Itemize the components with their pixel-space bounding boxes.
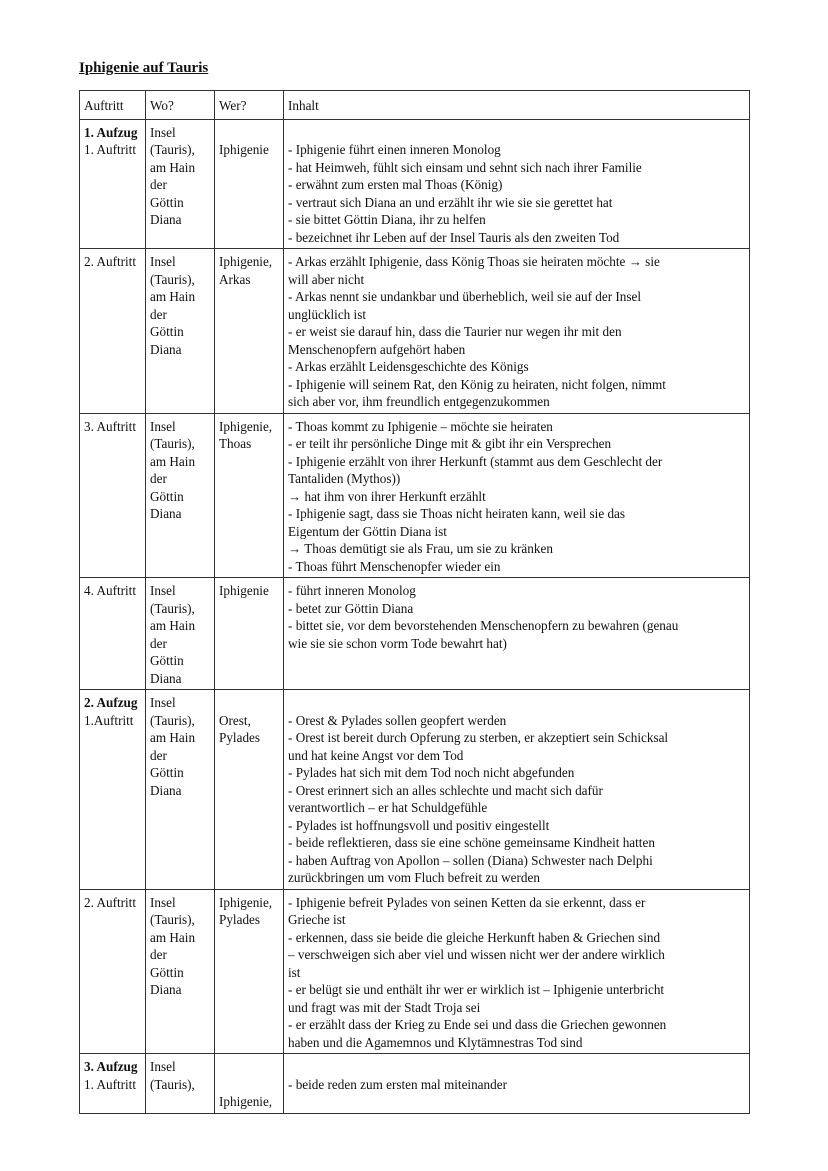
cell-wer xyxy=(215,690,284,890)
inhalt-line: - haben Auftrag von Apollon – sollen (Diana) Schwester nach Delphi xyxy=(288,852,653,868)
inhalt-line: - Iphigenie führt einen inneren Monolog xyxy=(288,142,501,157)
inhalt-line: → Thoas demütigt sie als Frau, um sie zu kränken xyxy=(288,541,553,556)
inhalt-line: - er erzählt dass der Krieg zu Ende sei und dass die Griechen gewonnen xyxy=(288,1017,667,1032)
inhalt-line: unglücklich ist xyxy=(288,306,367,322)
cell-inhalt xyxy=(284,1054,750,1114)
table-row xyxy=(80,889,750,1054)
auftritt-label: 3. Auftritt xyxy=(84,418,137,434)
wo-line: Diana xyxy=(150,341,182,357)
table-row xyxy=(80,578,750,690)
inhalt-line: - Arkas nennt sie undankbar und überheblich, weil sie auf der Insel xyxy=(288,289,642,304)
cell-wer xyxy=(215,119,284,249)
cell-inhalt xyxy=(284,889,750,1054)
inhalt-line: - beide reflektieren, dass sie eine schöne gemeinsame Kindheit hatten xyxy=(288,835,655,850)
table-row xyxy=(80,413,750,578)
auftritt-label: 4. Auftritt xyxy=(84,583,137,598)
cell-auftritt xyxy=(80,249,146,414)
auftritt-label: 2. Auftritt xyxy=(84,894,137,910)
cell-auftritt xyxy=(80,1054,146,1114)
wo-line: Göttin xyxy=(150,488,184,504)
inhalt-line: - erwähnt zum ersten mal Thoas (König) xyxy=(288,177,503,192)
inhalt-line: - Orest ist bereit durch Opferung zu sterben, er akzeptiert sein Schicksal xyxy=(288,730,669,745)
wo-line: Diana xyxy=(150,212,182,227)
scene-table xyxy=(79,90,750,1114)
wo-line: der xyxy=(150,306,167,322)
inhalt-line: - Orest erinnert sich an alles schlechte und macht sich dafür xyxy=(288,782,603,798)
cell-wer xyxy=(215,413,284,578)
inhalt-line: - bezeichnet ihr Leben auf der Insel Tauris als den zweiten Tod xyxy=(288,229,620,245)
wo-line: Diana xyxy=(150,782,182,798)
inhalt-line: - Iphigenie erzählt von ihrer Herkunft (stammt aus dem Geschlecht der xyxy=(288,453,663,469)
wer-line: Thoas xyxy=(219,436,252,451)
inhalt-line: - er belügt sie und enthält ihr wer er wirklich ist – Iphigenie unterbricht xyxy=(288,982,665,997)
inhalt-line: - Iphigenie sagt, dass sie Thoas nicht heiraten kann, weil sie das xyxy=(288,506,626,521)
wo-line: Insel xyxy=(150,1059,176,1074)
cell-inhalt xyxy=(284,249,750,414)
inhalt-line: sich aber vor, ihm freundlich entgegenzukommen xyxy=(288,394,550,409)
cell-wer xyxy=(215,249,284,414)
cell-auftritt xyxy=(80,578,146,690)
wo-line: am Hain xyxy=(150,289,196,304)
inhalt-line: - betet zur Göttin Diana xyxy=(288,600,414,616)
wo-line: Diana xyxy=(150,506,182,521)
cell-wo xyxy=(146,889,215,1054)
inhalt-line: - sie bittet Göttin Diana, ihr zu helfen xyxy=(288,212,486,227)
wer-line: Pylades xyxy=(219,912,261,927)
inhalt-line: – verschweigen sich aber viel und wissen nicht wer der andere wirklich xyxy=(288,947,665,962)
header-inhalt: Inhalt xyxy=(284,91,750,120)
wo-line: (Tauris), xyxy=(150,1076,195,1092)
inhalt-line: - beide reden zum ersten mal miteinander xyxy=(288,1076,507,1092)
inhalt-line: - Arkas erzählt Leidensgeschichte des Königs xyxy=(288,359,529,374)
cell-inhalt xyxy=(284,119,750,249)
wer-line: Iphigenie xyxy=(219,583,269,598)
table-row xyxy=(80,1054,750,1114)
cell-auftritt xyxy=(80,413,146,578)
inhalt-line: Eigentum der Göttin Diana ist xyxy=(288,523,447,539)
wo-line: (Tauris), xyxy=(150,600,195,616)
wo-line: (Tauris), xyxy=(150,142,195,157)
wer-line: Iphigenie xyxy=(219,142,269,157)
wer-line: Iphigenie, xyxy=(219,894,273,910)
inhalt-line: Grieche ist xyxy=(288,912,346,927)
wo-line: am Hain xyxy=(150,929,196,945)
inhalt-line: ist xyxy=(288,964,301,980)
inhalt-line: - Pylades hat sich mit dem Tod noch nicht abgefunden xyxy=(288,765,575,780)
cell-wer xyxy=(215,889,284,1054)
wo-line: Insel xyxy=(150,124,176,140)
wo-line: Insel xyxy=(150,583,176,598)
wo-line: Diana xyxy=(150,982,182,997)
inhalt-line: - führt inneren Monolog xyxy=(288,583,416,598)
inhalt-line: - bittet sie, vor dem bevorstehenden Menschenopfern zu bewahren (genau xyxy=(288,618,679,633)
wo-line: Insel xyxy=(150,695,176,710)
cell-wo xyxy=(146,578,215,690)
cell-wo xyxy=(146,119,215,249)
wer-line: Pylades xyxy=(219,730,261,745)
inhalt-line: - Iphigenie will seinem Rat, den König zu heiraten, nicht folgen, nimmt xyxy=(288,376,666,392)
cell-wo xyxy=(146,690,215,890)
auftritt-label: 1. Auftritt xyxy=(84,1076,137,1092)
cell-auftritt xyxy=(80,889,146,1054)
cell-auftritt xyxy=(80,119,146,249)
inhalt-line: - Arkas erzählt Iphigenie, dass König Thoas sie heiraten möchte → sie xyxy=(288,254,660,269)
cell-wer xyxy=(215,1054,284,1114)
inhalt-line: will aber nicht xyxy=(288,271,365,287)
table-row xyxy=(80,249,750,414)
wer-line: Iphigenie, xyxy=(219,254,273,269)
wo-line: der xyxy=(150,747,167,763)
wo-line: Göttin xyxy=(150,324,184,339)
wo-line: am Hain xyxy=(150,618,196,633)
wo-line: Insel xyxy=(150,418,176,434)
cell-wo xyxy=(146,249,215,414)
auftritt-label: 1.Auftritt xyxy=(84,712,134,728)
inhalt-line: und fragt was mit der Stadt Troja sei xyxy=(288,999,481,1015)
auftritt-label: 2. Auftritt xyxy=(84,254,137,269)
cell-wo xyxy=(146,413,215,578)
inhalt-line: - er teilt ihr persönliche Dinge mit & gibt ihr ein Versprechen xyxy=(288,436,612,451)
document-title: Iphigenie auf Tauris xyxy=(79,60,209,76)
inhalt-line: - Thoas führt Menschenopfer wieder ein xyxy=(288,558,501,574)
inhalt-line: - erkennen, dass sie beide die gleiche Herkunft haben & Griechen sind xyxy=(288,929,661,945)
aufzug-label: 3. Aufzug xyxy=(84,1059,138,1074)
inhalt-line: Tantaliden (Mythos)) xyxy=(288,471,401,486)
inhalt-line: und hat keine Angst vor dem Tod xyxy=(288,747,464,763)
wo-line: der xyxy=(150,947,167,962)
wo-line: am Hain xyxy=(150,730,196,745)
auftritt-label: 1. Auftritt xyxy=(84,142,137,157)
header-auftritt: Auftritt xyxy=(80,91,146,120)
inhalt-line: - Iphigenie befreit Pylades von seinen Ketten da sie erkennt, dass er xyxy=(288,894,646,910)
wo-line: Insel xyxy=(150,894,176,910)
wer-line: Orest, xyxy=(219,712,251,728)
cell-inhalt xyxy=(284,690,750,890)
wo-line: der xyxy=(150,471,167,486)
inhalt-line: - vertraut sich Diana an und erzählt ihr wie sie sie gerettet hat xyxy=(288,194,613,210)
cell-wer xyxy=(215,578,284,690)
cell-inhalt xyxy=(284,413,750,578)
wer-line: Iphigenie, xyxy=(219,1094,273,1109)
table-row xyxy=(80,690,750,890)
aufzug-label: 1. Aufzug xyxy=(84,124,138,140)
table-row xyxy=(80,119,750,249)
header-wo: Wo? xyxy=(146,91,215,120)
table-header-row xyxy=(80,91,750,120)
inhalt-line: - er weist sie darauf hin, dass die Taurier nur wegen ihr mit den xyxy=(288,324,622,339)
wer-line: Arkas xyxy=(219,271,251,287)
inhalt-line: verantwortlich – er hat Schuldgefühle xyxy=(288,800,488,815)
wo-line: Göttin xyxy=(150,653,184,668)
inhalt-line: - hat Heimweh, fühlt sich einsam und sehnt sich nach ihrer Familie xyxy=(288,159,642,175)
wo-line: Insel xyxy=(150,254,176,269)
wo-line: (Tauris), xyxy=(150,271,195,287)
cell-auftritt xyxy=(80,690,146,890)
inhalt-line: wie sie sie schon vorm Tode bewahrt hat) xyxy=(288,635,507,651)
wo-line: der xyxy=(150,635,167,651)
inhalt-line: zurückbringen um vom Fluch befreit zu werden xyxy=(288,870,540,885)
cell-wo xyxy=(146,1054,215,1114)
inhalt-line: - Thoas kommt zu Iphigenie – möchte sie heiraten xyxy=(288,418,553,434)
header-wer: Wer? xyxy=(215,91,284,120)
wer-line: Iphigenie, xyxy=(219,418,273,434)
wo-line: am Hain xyxy=(150,159,196,175)
wo-line: Göttin xyxy=(150,194,184,210)
wo-line: Göttin xyxy=(150,964,184,980)
aufzug-label: 2. Aufzug xyxy=(84,695,138,710)
inhalt-line: Menschenopfern aufgehört haben xyxy=(288,341,466,357)
wo-line: Diana xyxy=(150,670,182,686)
inhalt-line: - Orest & Pylades sollen geopfert werden xyxy=(288,712,507,728)
table-body xyxy=(80,119,750,1113)
inhalt-line: haben und die Agamemnos und Klytämnestras Tod sind xyxy=(288,1034,583,1050)
wo-line: Göttin xyxy=(150,765,184,780)
inhalt-line: - Pylades ist hoffnungsvoll und positiv eingestellt xyxy=(288,817,550,833)
cell-inhalt xyxy=(284,578,750,690)
wo-line: der xyxy=(150,177,167,192)
wo-line: am Hain xyxy=(150,453,196,469)
wo-line: (Tauris), xyxy=(150,436,195,451)
inhalt-line: → hat ihm von ihrer Herkunft erzählt xyxy=(288,488,486,504)
wo-line: (Tauris), xyxy=(150,912,195,927)
wo-line: (Tauris), xyxy=(150,712,195,728)
